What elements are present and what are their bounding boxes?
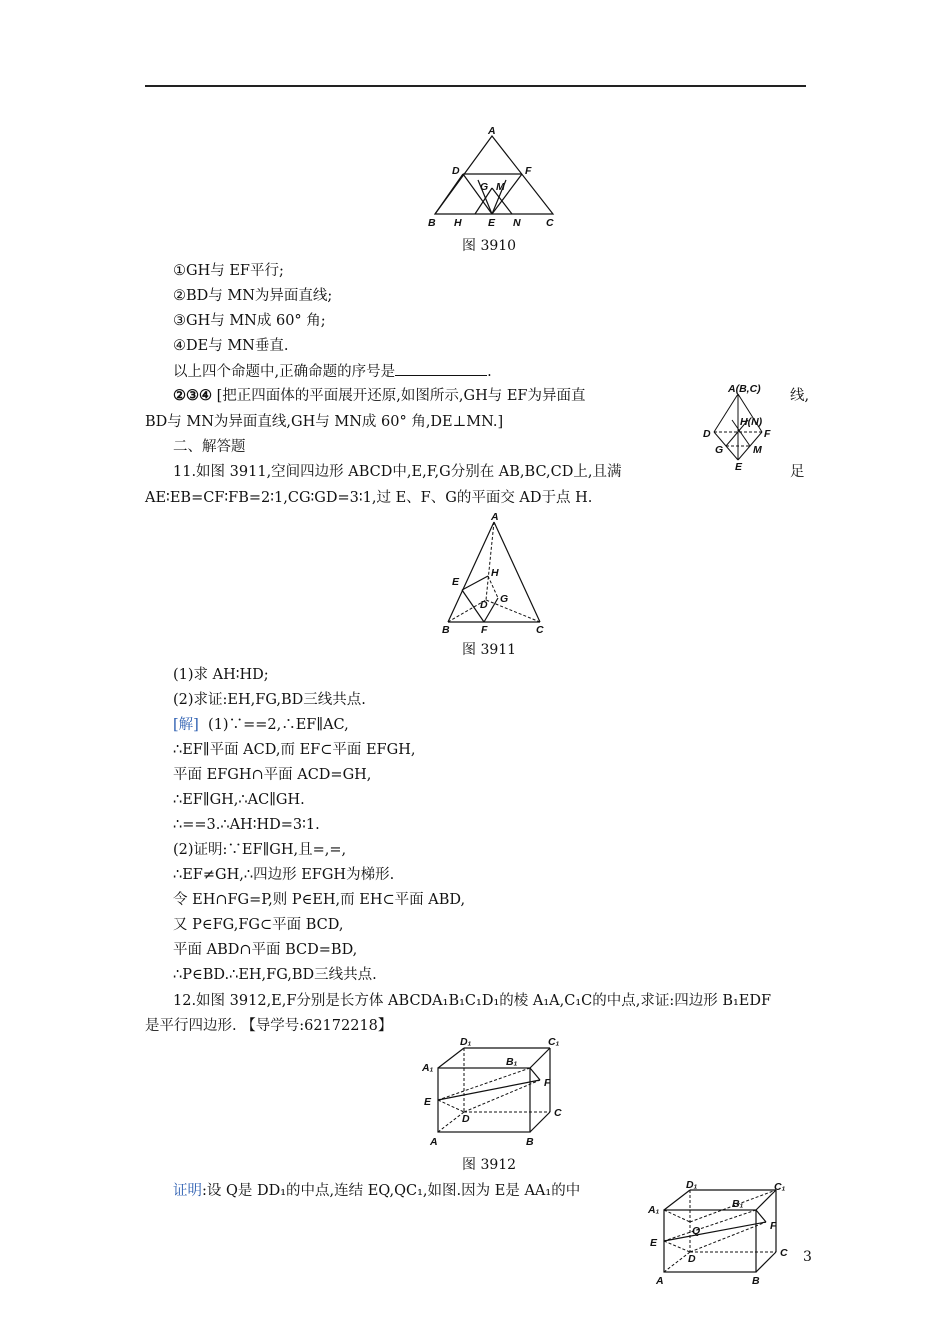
label-G: G — [715, 444, 724, 456]
label-C: C — [536, 624, 544, 636]
caption-3910: 图 3910 — [462, 238, 517, 254]
question-line — [173, 361, 492, 382]
section-title: 二、解答题 — [173, 439, 246, 455]
figure-3910 — [420, 122, 560, 232]
label-G: G — [480, 181, 489, 193]
proof-tag: 证明 — [173, 1183, 202, 1199]
statement-1: ①GH与 EF平行; — [173, 263, 284, 279]
answer-blank — [395, 361, 487, 376]
solution-line-1 — [173, 715, 349, 735]
proof-line — [173, 1181, 580, 1201]
label-D: D — [452, 165, 460, 177]
answer-key: ②③④ — [173, 387, 212, 404]
label-A: A — [430, 1136, 438, 1148]
answer-text: [把正四面体的平面展开还原,如图所示,GH与 EF为异面直 — [216, 388, 586, 404]
label-B: B — [752, 1275, 760, 1287]
label-D: D — [480, 599, 488, 611]
label-B1: B₁ — [732, 1198, 744, 1210]
solution-line-10: 平面 ABD∩平面 BCD=BD, — [173, 942, 358, 958]
solution-text-1: (1)∵==2,∴EF∥AC, — [208, 717, 349, 733]
solution-line-11: ∴P∈BD.∴EH,FG,BD三线共点. — [173, 967, 377, 983]
label-F: F — [481, 624, 488, 636]
label-Q: Q — [692, 1225, 701, 1237]
solution-line-9: 又 P∈FG,FG⊂平面 BCD, — [173, 917, 344, 933]
q11-part-1: (1)求 AH∶HD; — [173, 667, 269, 683]
label-E: E — [424, 1096, 432, 1108]
q11-line-1-tail: 足 — [790, 464, 805, 480]
label-B: B — [428, 217, 436, 229]
label-M: M — [496, 181, 505, 193]
solution-line-5: ∴==3.∴AH∶HD=3∶1. — [173, 817, 320, 833]
label-F: F — [770, 1220, 777, 1232]
label-B: B — [526, 1136, 534, 1148]
label-D1: D₁ — [460, 1036, 472, 1048]
figure-proof — [646, 1179, 796, 1287]
label-B1: B₁ — [506, 1056, 518, 1068]
label-G: G — [500, 593, 509, 605]
label-E: E — [735, 461, 743, 473]
q11-line-2: AE∶EB=CF∶FB=2∶1,CG∶GD=3∶1,过 E、F、G的平面交 AD于点 H. — [145, 490, 593, 506]
label-C: C — [546, 217, 554, 229]
label-E: E — [650, 1237, 658, 1249]
solution-line-8: 令 EH∩FG=P,则 P∈EH,而 EH⊂平面 ABD, — [173, 892, 466, 908]
figure-3912 — [420, 1038, 570, 1150]
solution-tag: [解] — [173, 717, 199, 733]
page-number: 3 — [803, 1249, 812, 1265]
label-HN: H(N) — [740, 416, 763, 428]
label-F: F — [764, 428, 771, 440]
q12-line-2: 是平行四边形. 【导学号:62172218】 — [145, 1018, 393, 1034]
answer-line-1 — [173, 386, 585, 406]
label-C: C — [554, 1107, 562, 1119]
label-D: D — [688, 1253, 696, 1265]
label-F: F — [544, 1077, 551, 1089]
question-end: . — [487, 364, 492, 380]
label-A: A — [491, 511, 499, 523]
label-D1: D₁ — [686, 1179, 698, 1191]
answer-tail: 线, — [790, 388, 810, 404]
label-A1: A₁ — [648, 1204, 660, 1216]
label-M: M — [753, 444, 762, 456]
label-C1: C₁ — [774, 1181, 786, 1193]
label-B: B — [442, 624, 450, 636]
label-E: E — [452, 576, 460, 588]
label-C1: C₁ — [548, 1036, 560, 1048]
label-D: D — [462, 1113, 470, 1125]
caption-3912: 图 3912 — [462, 1157, 517, 1173]
proof-text: :设 Q是 DD₁的中点,连结 EQ,QC₁,如图.因为 E是 AA₁的中 — [202, 1183, 581, 1199]
answer-line-2: BD与 MN为异面直线,GH与 MN成 60° 角,DE⊥MN.] — [145, 414, 504, 430]
label-D: D — [703, 428, 711, 440]
q11-line-1: 11.如图 3911,空间四边形 ABCD中,E,F,G分别在 AB,BC,CD上,且满 — [173, 464, 622, 480]
solution-line-4: ∴EF∥GH,∴AC∥GH. — [173, 792, 305, 808]
header-rule — [145, 85, 806, 87]
label-C: C — [780, 1247, 788, 1259]
solution-line-6: (2)证明:∵EF∥GH,且=,=, — [173, 842, 347, 858]
label-A: A — [656, 1275, 664, 1287]
q11-part-2: (2)求证:EH,FG,BD三线共点. — [173, 692, 366, 708]
solution-line-2: ∴EF∥平面 ACD,而 EF⊂平面 EFGH, — [173, 742, 416, 758]
label-E: E — [488, 217, 496, 229]
solution-line-7: ∴EF≠GH,∴四边形 EFGH为梯形. — [173, 867, 395, 883]
statement-2: ②BD与 MN为异面直线; — [173, 288, 333, 304]
label-N: N — [513, 217, 521, 229]
q12-line-1: 12.如图 3912,E,F分别是长方体 ABCDA₁B₁C₁D₁的棱 A₁A,C₁C的中点,求证:四边形 B₁EDF — [173, 993, 772, 1009]
label-H: H — [454, 217, 462, 229]
question-text: 以上四个命题中,正确命题的序号是 — [173, 364, 396, 380]
label-A: A — [488, 125, 496, 137]
label-F: F — [525, 165, 532, 177]
statement-3: ③GH与 MN成 60° 角; — [173, 313, 326, 329]
solution-line-3: 平面 EFGH∩平面 ACD=GH, — [173, 767, 372, 783]
figure-tetrahedron — [700, 380, 785, 475]
caption-3911: 图 3911 — [462, 642, 517, 658]
label-H: H — [491, 567, 499, 579]
statement-4: ④DE与 MN垂直. — [173, 338, 289, 354]
label-A1: A₁ — [422, 1062, 434, 1074]
label-ABC: A(B,C) — [728, 383, 761, 395]
figure-3911 — [436, 510, 556, 635]
